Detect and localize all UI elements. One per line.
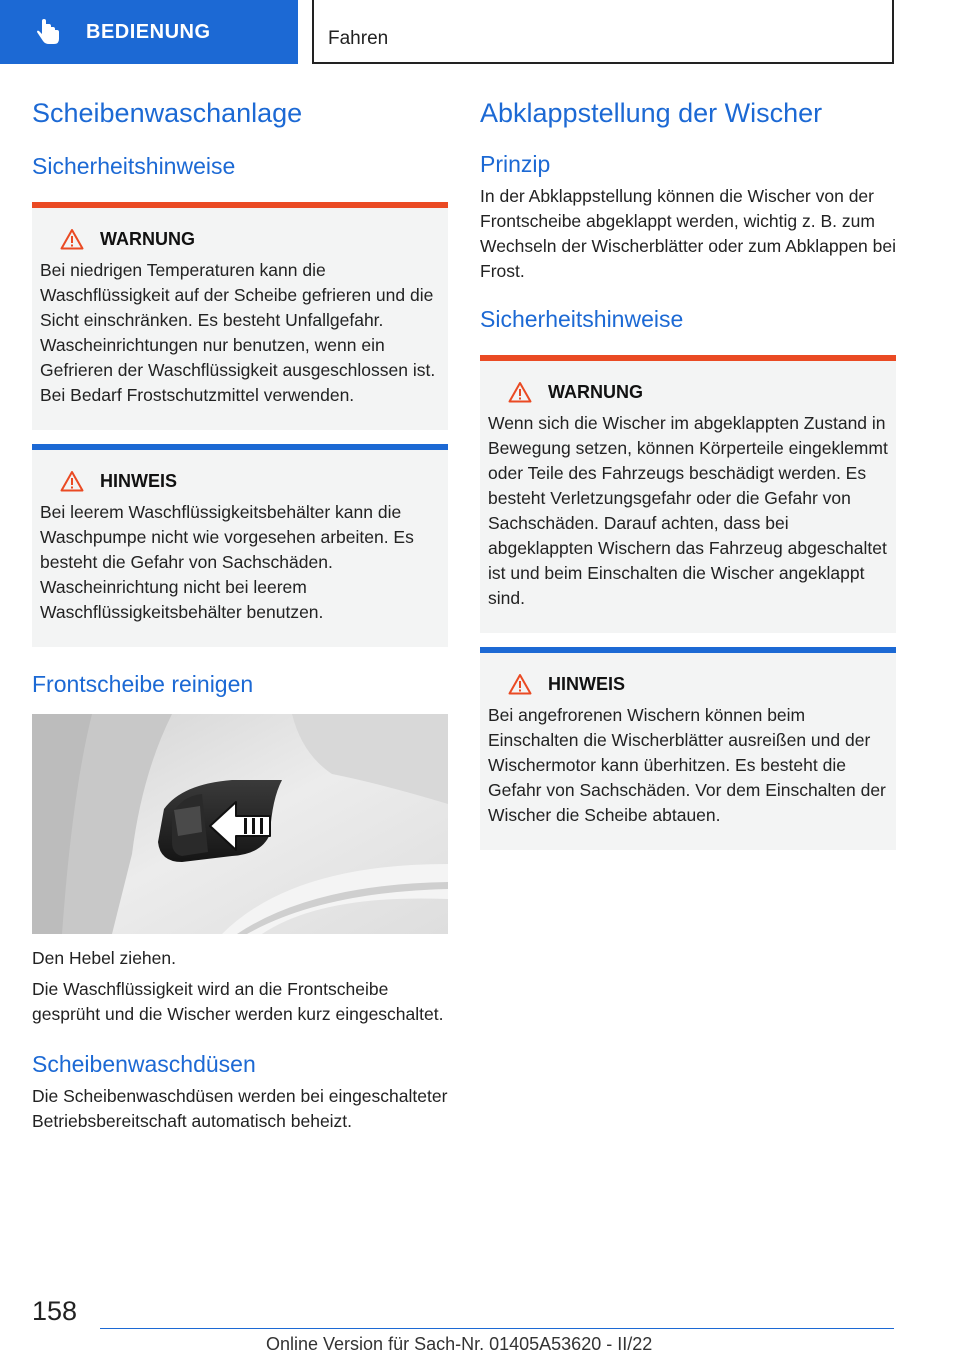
note-text: Bei leerem Waschflüssigkeitsbehälter kann die Waschpumpe nicht wie vorgesehen arbeiten. Es besteht die Gefahr von Sachschäden. Wascheinrichtung nicht bei leerem Waschflüssigkeitsbehälter benutzen.	[40, 502, 414, 622]
clean-heading: Frontscheibe reinigen	[32, 671, 254, 697]
warning-box	[480, 355, 896, 633]
warning-text: Bei niedrigen Temperaturen kann die Waschflüssigkeit auf der Scheibe gefrieren und die Sicht einschränken. Es besteht Unfallgefahr. Wascheinrichtungen nur benutzen, wenn ein Gefrieren der Waschflüssigkeit ausgeschlossen ist. Bei Bedarf Frostschutzmittel verwenden.	[40, 260, 436, 405]
clean-step: Den Hebel ziehen.	[32, 948, 176, 968]
chapter-label: Fahren	[328, 28, 389, 49]
right-column	[480, 98, 896, 850]
warning-box	[32, 202, 448, 430]
note-box	[32, 444, 448, 647]
section-title: Abklappstellung der Wischer	[480, 98, 823, 128]
warning-triangle-icon	[60, 228, 84, 250]
note-label: HINWEIS	[100, 470, 178, 491]
principle-heading: Prinzip	[480, 151, 551, 177]
wiper-lever-photo	[32, 714, 448, 934]
wiper-lever-illustration	[32, 714, 448, 934]
nozzle-text: Die Scheibenwaschdüsen werden bei eingeschalteter Betriebsbereitschaft automatisch beheizt.	[32, 1086, 448, 1131]
principle-text: In der Abklappstellung können die Wischer von der Frontscheibe abgeklappt werden, wichtig z. B. zum Wechseln der Wischerblätter oder zum Abklappen bei Frost.	[480, 186, 897, 281]
section-label: BEDIENUNG	[86, 20, 211, 43]
warning-label: WARNUNG	[100, 228, 195, 249]
note-box	[480, 647, 896, 850]
nozzle-heading: Scheibenwaschdüsen	[32, 1051, 256, 1077]
note-text: Bei angefrorenen Wischern können beim Einschalten die Wischerblätter ausreißen und der Wischermotor kann überhitzen. Es besteht die Gefahr von Sachschäden. Vor dem Einschalten der Wischer die Scheibe abtauen.	[488, 705, 886, 825]
warning-text: Wenn sich die Wischer im abgeklappten Zustand in Bewegung setzen, können Körperteile eingeklemmt oder Teile des Fahrzeugs beschädigt werden. Es besteht Verletzungsgefahr oder die Gefahr von Sachschäden. Darauf achten, dass bei abgeklappten Wischern das Fahrzeug abgeschaltet ist und beim Einschalten die Wischer angeklappt sind.	[488, 413, 888, 608]
section-title: Scheibenwaschanlage	[32, 98, 303, 128]
left-column	[32, 98, 448, 1134]
warning-triangle-icon	[60, 470, 84, 492]
warning-label: WARNUNG	[548, 381, 643, 402]
footer-text: Online Version für Sach-Nr. 01405A53620 - II/22	[266, 1334, 653, 1354]
warning-triangle-icon	[508, 673, 532, 695]
section-tab	[0, 0, 298, 64]
safety-heading: Sicherheitshinweise	[480, 306, 684, 332]
footer-divider	[100, 1328, 894, 1329]
safety-heading: Sicherheitshinweise	[32, 153, 236, 179]
note-label: HINWEIS	[548, 673, 626, 694]
chapter-tab	[312, 0, 894, 64]
warning-triangle-icon	[508, 381, 532, 403]
page-number: 158	[32, 1296, 78, 1326]
clean-result: Die Waschflüssigkeit wird an die Frontscheibe gesprüht und die Wischer werden kurz eingeschaltet.	[32, 979, 444, 1024]
hand-pointer-icon	[34, 17, 64, 47]
